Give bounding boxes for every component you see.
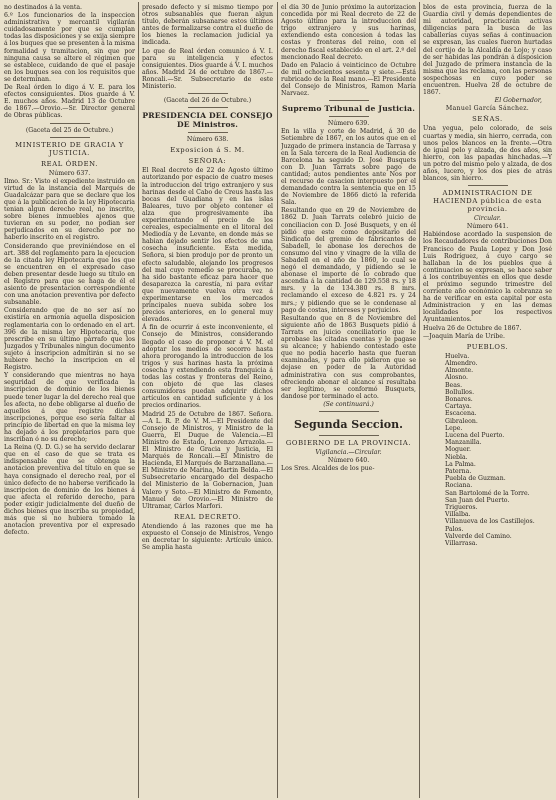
town-list-item: Huelva. — [445, 352, 470, 360]
column-4 — [423, 4, 552, 796]
date-line: Huelva 26 de Octubre de 1867. — [423, 324, 522, 332]
presidency-heading: PRESIDENCIA DEL CONSEJO DE Ministros. — [142, 111, 273, 130]
pueblos-heading: PUEBLOS. — [466, 342, 509, 351]
town-list-item: Lepe. — [445, 424, 463, 432]
town-list-item: Gibraleon. — [445, 417, 478, 425]
item-number: Número 640. — [327, 457, 370, 465]
signature-line: —Joaquin María de Uribe. — [423, 332, 505, 340]
paragraph: Los Sres. Alcaldes de los pue- — [281, 465, 375, 473]
divider — [188, 132, 228, 133]
governor-title: El Gobernador, — [494, 97, 542, 105]
town-list-item: Villanueva de los Castillejos. — [445, 518, 535, 526]
town-list-item: La Palma. — [445, 460, 476, 468]
item-number: Número 639. — [327, 120, 370, 128]
paragraph: Considerando que previniéndose en el art. 388 del reglamento para la ejecucion de la citada ley Hipotecaria que los que se encuentren en el expresado caso deben presentar desde luego su título en el Registro para que se haga de él el asiento de presentacion correspondiente con una anotacion preventiva por defecto subsanable. — [4, 242, 135, 307]
paragraph: Resultando que en 8 de Noviembre del siguiente año de 1863 Busquets pidió á Tarrats en juicio conciliatorio que le aprobase las citadas cuentas y le pagase su alcance; y habiendo contestado este que no podia hacerlo hasta que fueran examinadas, y para ello pidieron que se dejase en poder de la Autoridad administrativa con sus comprobantes, ofreciendo abonar el alcance si resultaba ser legítimo, se conformó Busquets, dandose por terminado el acto. — [281, 314, 416, 400]
town-list-item: Villalba. — [445, 511, 471, 519]
paragraph: el día 30 de Junio próximo la autorizacion concedida por mi Real decreto de 22 de Agosto último para la introduccion del trigo extranjero y sus harinas, extendiendo esta concesion á todas las costas y fronteras del reino, con el derecho fiscal establecido en el art. 2.º del mencionado Real decreto. — [281, 4, 416, 61]
town-list-item: Moguer. — [445, 446, 471, 454]
paragraph: Resultando que en 29 de Noviembre de 1862 D. Juan Tarrats celebró juicio de conciliacion con D. José Busquets, y en él pidió que este como depositario del Sindicato del gremio de fabricantes de Sabadell, le abonase los derechos de consumo del vino y vinagre de la villa de Sabadell en el año de 1860, lo cual se negó el demandado, y pidiendo se le abonase el importe de lo cobrado que ascendia á la cantidad de 129.558 rs. y 18 mrs. y la de 134.380 rs. 8 mrs. reclamando el exceso de 4.821 rs. y 24 mrs.; y pidiendo que se le condenase al pago de costas, intereses y perjuicios. — [281, 207, 416, 314]
paragraph: El Real decreto de 22 de Agosto último autorizando por espacio de cuatro meses la introduccion del trigo extranjero y sus harinas desde el Cabo de Creus hasta las bocas del Guadiana y en las islas Baleares, tuvo por objeto contener el alza que progresivamente iba experimentando el precio de los cereales, especialmente en el litoral del Mediodía y de Levante, en donde más se habian dejado sentir los efectos de una cosecha insuficiente. Esta medida, Señora, si bien produjo por de pronto un efecto saludable, alejando los progresos del mal cuyo remedio se procuraba, no ha sido bastante eficaz para hacer que desaparezca la carestía, ni para evitar que nuevamente vuelva otra vez á experimentarse en los mercados principales nueva subida sobre los precios anteriores, en lo general muy elevados. — [142, 167, 273, 324]
item-number: Número 641. — [466, 223, 509, 231]
column-2 — [142, 4, 273, 796]
ministry-heading: MINISTERIO DE GRACIA Y JUSTICIA. — [15, 140, 124, 157]
paragraph: La Reina (Q. D. G.) se ha servido declarar que en el caso de que se trata es indispensable que se obtenga la anotacion preventiva del título en que se haya consignado el derecho real, por el único defecto de no haberse verificado la inscripcion de dominio de los bienes á que afecta el referido derecho, para poder exigir judicialmente del dueño de dichos bienes que inscriba su propiedad, más que si no hubiera tomado la anotacion preventiva por el expresado defecto. — [4, 444, 135, 537]
supremo-heading: Supremo Tribunal de Justicia. — [281, 104, 416, 114]
divider — [50, 137, 90, 138]
gaceta-note: (Gaceta del 25 de Octubre.) — [25, 126, 114, 134]
town-list-item: Palos. — [445, 525, 464, 533]
divider — [188, 107, 228, 108]
paragraph: blos de esta provincia, fuerza de la Guardia civil y demás dependientes de mi autoridad, practicarán activas diligencias para la busca de las caballerías cuyas señas á continuacion se expresan, las cuales fueron hurtadas del cortijo de la Alcaldía de Lojo; y caso de ser habidas las pondrán á disposicion del Juzgado de primera instancia de la misma que las reclama, con las personas sospechosas en cuyo poder se encuentren. Huelva 28 de octubre de 1867. — [423, 4, 552, 97]
paragraph: Y considerando que mientras no haya seguridad de que verificada la inscripcion de dominio de los bienes puede tener lugar la del derecho real que les afecta, no debe obligarse al dueño de aquellos á que registre dichas inscripciones, porque eso sería faltar al principio de libertad en que la misma ley ha dejado á los propietarios para que inscriban ó no su derecho; — [4, 372, 135, 444]
divider — [50, 123, 90, 124]
column-3 — [281, 4, 416, 796]
divider — [329, 116, 369, 117]
town-list-item: Manzanilla. — [445, 439, 482, 447]
order-title: REAL ÓRDEN. — [40, 159, 99, 168]
paragraph: no destinados á la venta. — [4, 4, 83, 11]
decree-title: REAL DECRETO. — [173, 512, 242, 521]
admin-heading: ADMINISTRACION DE HACIENDA pública de esta provincia. — [433, 189, 542, 214]
town-list-item: Rociana. — [445, 482, 473, 490]
section-heading: Segunda Seccion. — [294, 417, 403, 431]
divider — [319, 411, 379, 412]
paragraph: En la villa y corte de Madrid, á 30 de Setiembre de 1867, en los autos que en el Juzgado de primera instancia de Tarrasa y en la Sala tercera de la Real Audiencia de Barcelona ha seguido D. José Busquets con D. Juan Tarrats sobre pago de cantidad; autos pendientes ante Nos por el recurso de casacion interpuesto por el demandado contra la sentencia que en 15 de Noviembre de 1866 dictó la referida Sala. — [281, 128, 416, 207]
paragraph: 6.º Los funcionarios de la inspeccion administrativa y mercantil vigilarán cuidadosamente por que se cumplan todas las disposiciones y se exija siempre á los buques que se presenten á la misma formalidad y tramitacion, sin que por ninguna causa se altere el régimen que se establece, cuidando de que el pasaje en los buques sea con los requisitos que se determinan. — [4, 12, 135, 83]
exposicion-heading: Exposicion á S. M. — [170, 146, 245, 155]
divider — [319, 435, 379, 436]
town-list-item: Almendro. — [445, 359, 478, 367]
column-rule — [277, 2, 278, 798]
divider — [468, 185, 508, 186]
town-list — [423, 353, 552, 547]
paragraph: Madrid 25 de Octubre de 1867. Señora.—A L. R. P. de V. M.—El Presidente del Consejo de Ministros, y Ministro de la Guerra, El Duque de Valencia.—El Ministro de Estado, Lorenzo Arrazola.—El Ministro de Gracia y Justicia, El Marqués de Roncali.—El Ministro de Hacienda, El Marqués de Barzanallana.—El Ministro de Marina, Martin Belda.—El Subsecretario encargado del despacho del Ministerio de la Gobernacion, Juan Valero y Soto.—El Ministro de Fomento, Manuel de Orovio.—El Ministro de Ultramar, Cárlos Marfori. — [142, 410, 273, 510]
item-number: Número 637. — [48, 169, 91, 177]
town-list-item: Escacena. — [445, 410, 477, 418]
town-list-item: Trigueros. — [445, 504, 478, 512]
town-list-item: Villarrasa. — [445, 540, 478, 548]
column-rule — [419, 2, 420, 798]
column-rule — [138, 2, 139, 798]
town-list-item: Bollullos. — [445, 388, 475, 396]
paragraph: Considerando que de no ser así no existiría en armonía aquella disposicion reglamentaria con lo ordenado en el art. 396 de la misma ley Hipotecaria, que prescribe en su último párrafo que los Juzgados y Tribunales ningun documento sujeto á inscripcion admitirán si no se hubiere hecho la inscripcion en el Registro. — [4, 307, 135, 372]
town-list-item: San Bartolomé de la Torre. — [445, 489, 530, 497]
town-list-item: Alosno. — [445, 374, 468, 382]
town-list-item: Almonte. — [445, 367, 474, 375]
gaceta-note: (Gaceta del 26 de Octubre.) — [163, 97, 252, 105]
paragraph: Atendiendo á las razones que me ha expuesto el Consejo de Ministros, Vengo en decretar lo siguiente: Artículo único. Se amplia hasta — [142, 522, 273, 552]
paragraph: Ilmo. Sr.: Visto el expediente instruido en virtud de la instancia del Marqués de Guadalcázar para que se declare que los que á la publicacion de la ley Hipotecaria tenian algun derecho real, no inscrito, sobre bienes inmuebles ajenos que tuvieran en su poder, no podian ser perjudicados en su derecho por no haberlo inscrito en el registro. — [4, 177, 135, 242]
town-list-item: Puebla de Guzman. — [445, 475, 506, 483]
governor-name: Manuel García Sánchez. — [445, 105, 530, 113]
paragraph: Habiéndose acordado la suspension de los Recaudadores de contribuciones Don Francisco de Paula Lopez y Don José Luis Rodríguez, á cuyo cargo se hallaban la de los pueblos que á continuacion se expresan, se hace saber á los contribuyentes en ellos que desde el próximo segundo trimestre del corriente año económico la cobranza se ha de verificar en esta capital por esta Administracion y en las demas localidades por los respectivos Ayuntamientos. — [423, 231, 552, 324]
paragraph: presado defecto y sí mismo tiempo por otros subsanables que fueran algun título, deberán subsanarse estos últimos antes de formalizarse contra el dueño de los bienes la reclamacion judicial ya indicada. — [142, 4, 273, 47]
senas-heading: SEÑAS. — [472, 115, 503, 124]
circular-subheading: Circular. — [473, 215, 502, 223]
town-list-item: Paterna. — [445, 468, 472, 475]
paragraph: Una yegua, pelo colorado, de seis cuartas y media, sin hierro, cerrada, con unos pelos blancos en la frente.—Otra de igual pelo y alzada, de dos años, sin hierro, con las papadas hinchadas.—Y un potro del mismo pelo y alzada, de dos años, lucero, y los dos pies de atrás blancos, sin hierro. — [423, 125, 552, 183]
paragraph: Á fin de ocurrir á este inconveniente, el Consejo de Ministros, considerando llegado el caso de proponer á V. M. el adoptar los medios de socorro hasta ahora prorogando la introduccion de los trigos y sus harinas hasta la próxima cosecha y extendiendo esta franquicia á todas las costas y fronteras del Reino, con objeto de que las clases consumidoras puedan adquirir dichos artículos en cantidad suficiente y á los precios ordinarios. — [142, 324, 273, 410]
gobierno-heading: GOBIERNO DE LA PROVINCIA. — [285, 438, 412, 447]
town-list-item: Niebla. — [445, 453, 468, 461]
paragraph: Lo que de Real órden comunico á V. I. para su inteligencia y efectos consiguientes. Dios guarde á V. I. muchos años. Madrid 24 de octubre de 1867.—Roncali.—Sr. Subsecretario de este Ministerio. — [142, 47, 273, 91]
town-list-item: Cartaya. — [445, 403, 472, 411]
continuara-note: (Se continuará.) — [323, 400, 374, 408]
paragraph: Dado en Palacio á veinticinco de Octubre de mil ochocientos sesenta y siete.—Está rubricado de la Real mano.—El Presidente del Consejo de Ministros, Ramon María Narvaez. — [281, 61, 416, 98]
town-list-item: Valverde del Camino. — [445, 532, 512, 540]
column-1 — [4, 4, 135, 796]
divider — [329, 100, 369, 101]
divider — [188, 93, 228, 94]
vigilancia-subheading: Vigilancia.—Circular. — [315, 448, 382, 456]
paragraph: De Real órden lo digo á V. E. para los efectos consiguientes. Dios guarde á V. E. muchos años. Madrid 13 de Octubre de 1867.—Orovio.—Sr. Director general de Obras públicas. — [4, 84, 135, 120]
item-number: Número 638. — [186, 136, 229, 144]
town-list-item: Beas. — [445, 381, 463, 389]
town-list-item: San Juan del Puerto. — [445, 496, 510, 504]
town-list-item: Lucena del Puerto. — [445, 431, 505, 439]
salutation: SEÑORA: — [188, 157, 227, 166]
town-list-item: Bonares. — [445, 395, 473, 403]
